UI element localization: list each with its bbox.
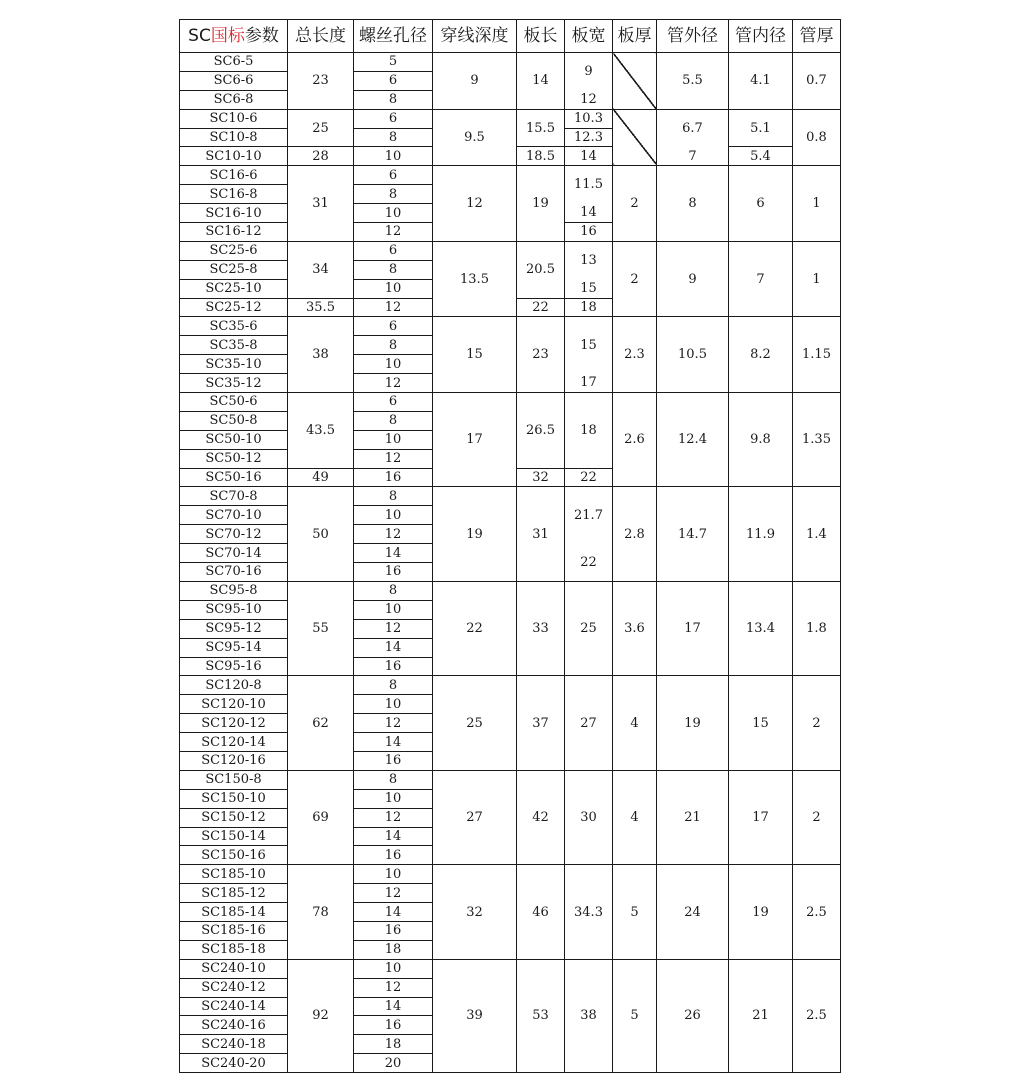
model-cell: SC240-20 bbox=[180, 1054, 288, 1073]
total-length-cell: 43.5 bbox=[288, 393, 354, 469]
thread-depth-cell: 9.5 bbox=[433, 109, 517, 166]
table-row bbox=[180, 770, 841, 789]
model-cell: SC240-10 bbox=[180, 959, 288, 978]
model-cell: SC50-8 bbox=[180, 411, 288, 430]
header-plate-width: 板宽 bbox=[565, 20, 613, 53]
plate-width-cell: 15 bbox=[565, 279, 613, 298]
model-cell: SC35-8 bbox=[180, 336, 288, 355]
header-plate-thickness: 板厚 bbox=[613, 20, 657, 53]
plate-length-cell: 15.5 bbox=[517, 109, 565, 147]
thread-depth-cell: 27 bbox=[433, 770, 517, 864]
model-cell: SC16-10 bbox=[180, 204, 288, 223]
tube-od-cell: 5.5 bbox=[657, 53, 729, 110]
plate-length-cell: 33 bbox=[517, 581, 565, 675]
model-cell: SC150-16 bbox=[180, 846, 288, 865]
plate-length-cell: 53 bbox=[517, 959, 565, 1072]
model-cell: SC150-14 bbox=[180, 827, 288, 846]
bolt-hole-cell: 12 bbox=[354, 619, 433, 638]
plate-thickness-cell: 4 bbox=[613, 676, 657, 770]
model-cell: SC10-8 bbox=[180, 128, 288, 147]
model-cell: SC240-12 bbox=[180, 978, 288, 997]
plate-thickness-cell: 2.8 bbox=[613, 487, 657, 581]
thread-depth-cell: 19 bbox=[433, 487, 517, 581]
plate-width-cell: 18 bbox=[565, 298, 613, 317]
plate-width-cell: 34.3 bbox=[565, 865, 613, 959]
bolt-hole-cell: 8 bbox=[354, 770, 433, 789]
model-cell: SC25-12 bbox=[180, 298, 288, 317]
total-length-cell: 38 bbox=[288, 317, 354, 393]
thread-depth-cell: 12 bbox=[433, 166, 517, 242]
model-cell: SC95-10 bbox=[180, 600, 288, 619]
model-cell: SC35-10 bbox=[180, 355, 288, 374]
model-cell: SC70-10 bbox=[180, 506, 288, 525]
header-row bbox=[180, 20, 841, 53]
total-length-cell: 69 bbox=[288, 770, 354, 864]
thread-depth-cell: 32 bbox=[433, 865, 517, 959]
header-model-standard: 国标 bbox=[210, 25, 245, 46]
plate-width-cell: 9 bbox=[565, 53, 613, 91]
plate-width-cell: 22 bbox=[565, 468, 613, 487]
tube-id-cell: 8.2 bbox=[729, 317, 793, 393]
bolt-hole-cell: 12 bbox=[354, 374, 433, 393]
model-cell: SC240-18 bbox=[180, 1035, 288, 1054]
tube-thickness-cell: 2.5 bbox=[793, 865, 841, 959]
plate-width-cell: 38 bbox=[565, 959, 613, 1072]
plate-length-cell: 26.5 bbox=[517, 393, 565, 469]
model-cell: SC35-6 bbox=[180, 317, 288, 336]
plate-width-cell: 17 bbox=[565, 374, 613, 393]
bolt-hole-cell: 10 bbox=[354, 506, 433, 525]
table-row bbox=[180, 959, 841, 978]
model-cell: SC50-12 bbox=[180, 449, 288, 468]
model-cell: SC120-10 bbox=[180, 695, 288, 714]
plate-width-cell: 30 bbox=[565, 770, 613, 864]
bolt-hole-cell: 12 bbox=[354, 808, 433, 827]
total-length-cell: 92 bbox=[288, 959, 354, 1072]
header-model-suffix: 参数 bbox=[244, 25, 279, 46]
bolt-hole-cell: 14 bbox=[354, 733, 433, 752]
bolt-hole-cell: 6 bbox=[354, 166, 433, 185]
thread-depth-cell: 9 bbox=[433, 53, 517, 110]
total-length-cell: 78 bbox=[288, 865, 354, 959]
thread-depth-cell: 25 bbox=[433, 676, 517, 770]
plate-length-cell: 42 bbox=[517, 770, 565, 864]
tube-od-cell: 10.5 bbox=[657, 317, 729, 393]
bolt-hole-cell: 14 bbox=[354, 544, 433, 563]
model-cell: SC150-12 bbox=[180, 808, 288, 827]
plate-length-cell: 37 bbox=[517, 676, 565, 770]
plate-length-cell: 23 bbox=[517, 317, 565, 393]
total-length-cell: 55 bbox=[288, 581, 354, 675]
header-tube-od: 管外径 bbox=[657, 20, 729, 53]
plate-thickness-cell: 2 bbox=[613, 241, 657, 317]
plate-width-cell: 14 bbox=[565, 204, 613, 223]
bolt-hole-cell: 16 bbox=[354, 468, 433, 487]
bolt-hole-cell: 16 bbox=[354, 563, 433, 582]
model-cell: SC120-12 bbox=[180, 714, 288, 733]
bolt-hole-cell: 10 bbox=[354, 355, 433, 374]
bolt-hole-cell: 10 bbox=[354, 279, 433, 298]
header-plate-length: 板长 bbox=[517, 20, 565, 53]
plate-length-cell: 19 bbox=[517, 166, 565, 242]
model-cell: SC16-6 bbox=[180, 166, 288, 185]
tube-od-cell: 6.7 bbox=[657, 109, 729, 147]
model-cell: SC150-8 bbox=[180, 770, 288, 789]
bolt-hole-cell: 8 bbox=[354, 128, 433, 147]
plate-width-cell: 12 bbox=[565, 90, 613, 109]
tube-thickness-cell: 1.35 bbox=[793, 393, 841, 487]
model-cell: SC10-10 bbox=[180, 147, 288, 166]
bolt-hole-cell: 16 bbox=[354, 846, 433, 865]
plate-width-cell: 12.3 bbox=[565, 128, 613, 147]
model-cell: SC16-12 bbox=[180, 223, 288, 242]
plate-thickness-cell: 5 bbox=[613, 959, 657, 1072]
bolt-hole-cell: 20 bbox=[354, 1054, 433, 1073]
thread-depth-cell: 17 bbox=[433, 393, 517, 487]
model-cell: SC185-14 bbox=[180, 903, 288, 922]
bolt-hole-cell: 10 bbox=[354, 600, 433, 619]
header-model-prefix: SC bbox=[188, 25, 211, 46]
header-tube-thickness: 管厚 bbox=[793, 20, 841, 53]
tube-od-cell: 14.7 bbox=[657, 487, 729, 581]
tube-thickness-cell: 1.4 bbox=[793, 487, 841, 581]
bolt-hole-cell: 8 bbox=[354, 90, 433, 109]
tube-od-cell: 7 bbox=[657, 147, 729, 166]
model-cell: SC185-12 bbox=[180, 884, 288, 903]
table-row bbox=[180, 393, 841, 412]
total-length-cell: 31 bbox=[288, 166, 354, 242]
tube-thickness-cell: 1 bbox=[793, 166, 841, 242]
bolt-hole-cell: 18 bbox=[354, 1035, 433, 1054]
table-row bbox=[180, 166, 841, 185]
header-bolt-hole: 螺丝孔径 bbox=[354, 20, 433, 53]
bolt-hole-cell: 10 bbox=[354, 147, 433, 166]
bolt-hole-cell: 10 bbox=[354, 789, 433, 808]
tube-id-cell: 9.8 bbox=[729, 393, 793, 487]
tube-id-cell: 5.1 bbox=[729, 109, 793, 147]
bolt-hole-cell: 6 bbox=[354, 241, 433, 260]
header-total-length: 总长度 bbox=[288, 20, 354, 53]
model-cell: SC240-14 bbox=[180, 997, 288, 1016]
model-cell: SC185-16 bbox=[180, 921, 288, 940]
model-cell: SC95-8 bbox=[180, 581, 288, 600]
bolt-hole-cell: 14 bbox=[354, 638, 433, 657]
bolt-hole-cell: 8 bbox=[354, 185, 433, 204]
thread-depth-cell: 39 bbox=[433, 959, 517, 1072]
tube-od-cell: 12.4 bbox=[657, 393, 729, 487]
table-row bbox=[180, 241, 841, 260]
plate-width-cell: 22 bbox=[565, 544, 613, 582]
tube-id-cell: 13.4 bbox=[729, 581, 793, 675]
total-length-cell: 34 bbox=[288, 241, 354, 298]
bolt-hole-cell: 10 bbox=[354, 865, 433, 884]
bolt-hole-cell: 18 bbox=[354, 940, 433, 959]
model-cell: SC95-12 bbox=[180, 619, 288, 638]
tube-thickness-cell: 2.5 bbox=[793, 959, 841, 1072]
table-body bbox=[180, 53, 841, 1073]
total-length-cell: 50 bbox=[288, 487, 354, 581]
model-cell: SC70-14 bbox=[180, 544, 288, 563]
total-length-cell: 49 bbox=[288, 468, 354, 487]
table-row bbox=[180, 676, 841, 695]
table-row bbox=[180, 865, 841, 884]
header-thread-depth: 穿线深度 bbox=[433, 20, 517, 53]
plate-length-cell: 32 bbox=[517, 468, 565, 487]
bolt-hole-cell: 10 bbox=[354, 959, 433, 978]
tube-od-cell: 21 bbox=[657, 770, 729, 864]
tube-id-cell: 5.4 bbox=[729, 147, 793, 166]
model-cell: SC25-6 bbox=[180, 241, 288, 260]
tube-od-cell: 8 bbox=[657, 166, 729, 242]
total-length-cell: 25 bbox=[288, 109, 354, 147]
bolt-hole-cell: 12 bbox=[354, 449, 433, 468]
model-cell: SC35-12 bbox=[180, 374, 288, 393]
model-cell: SC50-10 bbox=[180, 430, 288, 449]
model-cell: SC70-16 bbox=[180, 563, 288, 582]
bolt-hole-cell: 8 bbox=[354, 336, 433, 355]
bolt-hole-cell: 8 bbox=[354, 411, 433, 430]
table-row bbox=[180, 109, 841, 128]
plate-width-cell: 14 bbox=[565, 147, 613, 166]
tube-thickness-cell: 2 bbox=[793, 676, 841, 770]
bolt-hole-cell: 8 bbox=[354, 581, 433, 600]
plate-length-cell: 18.5 bbox=[517, 147, 565, 166]
tube-id-cell: 4.1 bbox=[729, 53, 793, 110]
bolt-hole-cell: 10 bbox=[354, 695, 433, 714]
model-cell: SC95-14 bbox=[180, 638, 288, 657]
plate-width-cell: 11.5 bbox=[565, 166, 613, 204]
tube-id-cell: 7 bbox=[729, 241, 793, 317]
total-length-cell: 62 bbox=[288, 676, 354, 770]
tube-thickness-cell: 0.8 bbox=[793, 109, 841, 166]
plate-width-cell: 25 bbox=[565, 581, 613, 675]
not-applicable-cell bbox=[613, 53, 657, 110]
model-cell: SC120-16 bbox=[180, 751, 288, 770]
model-cell: SC6-6 bbox=[180, 71, 288, 90]
table-row bbox=[180, 317, 841, 336]
thread-depth-cell: 15 bbox=[433, 317, 517, 393]
table-row bbox=[180, 581, 841, 600]
not-applicable-cell bbox=[613, 109, 657, 166]
table-row bbox=[180, 53, 841, 72]
model-cell: SC70-12 bbox=[180, 525, 288, 544]
model-cell: SC50-6 bbox=[180, 393, 288, 412]
model-cell: SC185-10 bbox=[180, 865, 288, 884]
bolt-hole-cell: 8 bbox=[354, 676, 433, 695]
bolt-hole-cell: 12 bbox=[354, 525, 433, 544]
plate-length-cell: 20.5 bbox=[517, 241, 565, 298]
bolt-hole-cell: 12 bbox=[354, 714, 433, 733]
tube-id-cell: 17 bbox=[729, 770, 793, 864]
plate-thickness-cell: 3.6 bbox=[613, 581, 657, 675]
tube-thickness-cell: 2 bbox=[793, 770, 841, 864]
model-cell: SC16-8 bbox=[180, 185, 288, 204]
model-cell: SC70-8 bbox=[180, 487, 288, 506]
model-cell: SC50-16 bbox=[180, 468, 288, 487]
header-tube-id: 管内径 bbox=[729, 20, 793, 53]
bolt-hole-cell: 14 bbox=[354, 903, 433, 922]
model-cell: SC6-8 bbox=[180, 90, 288, 109]
plate-length-cell: 31 bbox=[517, 487, 565, 581]
bolt-hole-cell: 12 bbox=[354, 978, 433, 997]
plate-length-cell: 22 bbox=[517, 298, 565, 317]
model-cell: SC6-5 bbox=[180, 53, 288, 72]
plate-thickness-cell: 5 bbox=[613, 865, 657, 959]
plate-width-cell: 16 bbox=[565, 223, 613, 242]
total-length-cell: 28 bbox=[288, 147, 354, 166]
plate-thickness-cell: 2 bbox=[613, 166, 657, 242]
bolt-hole-cell: 16 bbox=[354, 921, 433, 940]
tube-id-cell: 6 bbox=[729, 166, 793, 242]
plate-length-cell: 14 bbox=[517, 53, 565, 110]
tube-thickness-cell: 0.7 bbox=[793, 53, 841, 110]
bolt-hole-cell: 8 bbox=[354, 487, 433, 506]
model-cell: SC95-16 bbox=[180, 657, 288, 676]
tube-od-cell: 26 bbox=[657, 959, 729, 1072]
spec-table bbox=[179, 19, 841, 1073]
bolt-hole-cell: 16 bbox=[354, 657, 433, 676]
plate-width-cell: 13 bbox=[565, 241, 613, 279]
tube-id-cell: 19 bbox=[729, 865, 793, 959]
model-cell: SC10-6 bbox=[180, 109, 288, 128]
tube-id-cell: 11.9 bbox=[729, 487, 793, 581]
tube-od-cell: 19 bbox=[657, 676, 729, 770]
bolt-hole-cell: 12 bbox=[354, 298, 433, 317]
tube-thickness-cell: 1 bbox=[793, 241, 841, 317]
bolt-hole-cell: 12 bbox=[354, 223, 433, 242]
total-length-cell: 23 bbox=[288, 53, 354, 110]
tube-id-cell: 21 bbox=[729, 959, 793, 1072]
tube-od-cell: 9 bbox=[657, 241, 729, 317]
thread-depth-cell: 13.5 bbox=[433, 241, 517, 317]
model-cell: SC120-14 bbox=[180, 733, 288, 752]
plate-length-cell: 46 bbox=[517, 865, 565, 959]
tube-od-cell: 17 bbox=[657, 581, 729, 675]
bolt-hole-cell: 5 bbox=[354, 53, 433, 72]
tube-od-cell: 24 bbox=[657, 865, 729, 959]
model-cell: SC25-8 bbox=[180, 260, 288, 279]
bolt-hole-cell: 6 bbox=[354, 317, 433, 336]
plate-width-cell: 15 bbox=[565, 317, 613, 374]
plate-width-cell: 10.3 bbox=[565, 109, 613, 128]
model-cell: SC240-16 bbox=[180, 1016, 288, 1035]
tube-id-cell: 15 bbox=[729, 676, 793, 770]
plate-thickness-cell: 2.6 bbox=[613, 393, 657, 487]
thread-depth-cell: 22 bbox=[433, 581, 517, 675]
bolt-hole-cell: 14 bbox=[354, 997, 433, 1016]
tube-thickness-cell: 1.8 bbox=[793, 581, 841, 675]
plate-thickness-cell: 2.3 bbox=[613, 317, 657, 393]
model-cell: SC150-10 bbox=[180, 789, 288, 808]
bolt-hole-cell: 16 bbox=[354, 751, 433, 770]
tube-thickness-cell: 1.15 bbox=[793, 317, 841, 393]
header-model bbox=[180, 20, 288, 53]
bolt-hole-cell: 6 bbox=[354, 109, 433, 128]
model-cell: SC185-18 bbox=[180, 940, 288, 959]
bolt-hole-cell: 10 bbox=[354, 430, 433, 449]
bolt-hole-cell: 6 bbox=[354, 393, 433, 412]
bolt-hole-cell: 16 bbox=[354, 1016, 433, 1035]
bolt-hole-cell: 14 bbox=[354, 827, 433, 846]
plate-width-cell: 18 bbox=[565, 393, 613, 469]
model-cell: SC120-8 bbox=[180, 676, 288, 695]
bolt-hole-cell: 12 bbox=[354, 884, 433, 903]
bolt-hole-cell: 10 bbox=[354, 204, 433, 223]
model-cell: SC25-10 bbox=[180, 279, 288, 298]
plate-width-cell: 27 bbox=[565, 676, 613, 770]
plate-thickness-cell: 4 bbox=[613, 770, 657, 864]
total-length-cell: 35.5 bbox=[288, 298, 354, 317]
table-row bbox=[180, 487, 841, 506]
bolt-hole-cell: 6 bbox=[354, 71, 433, 90]
plate-width-cell: 21.7 bbox=[565, 487, 613, 544]
bolt-hole-cell: 8 bbox=[354, 260, 433, 279]
